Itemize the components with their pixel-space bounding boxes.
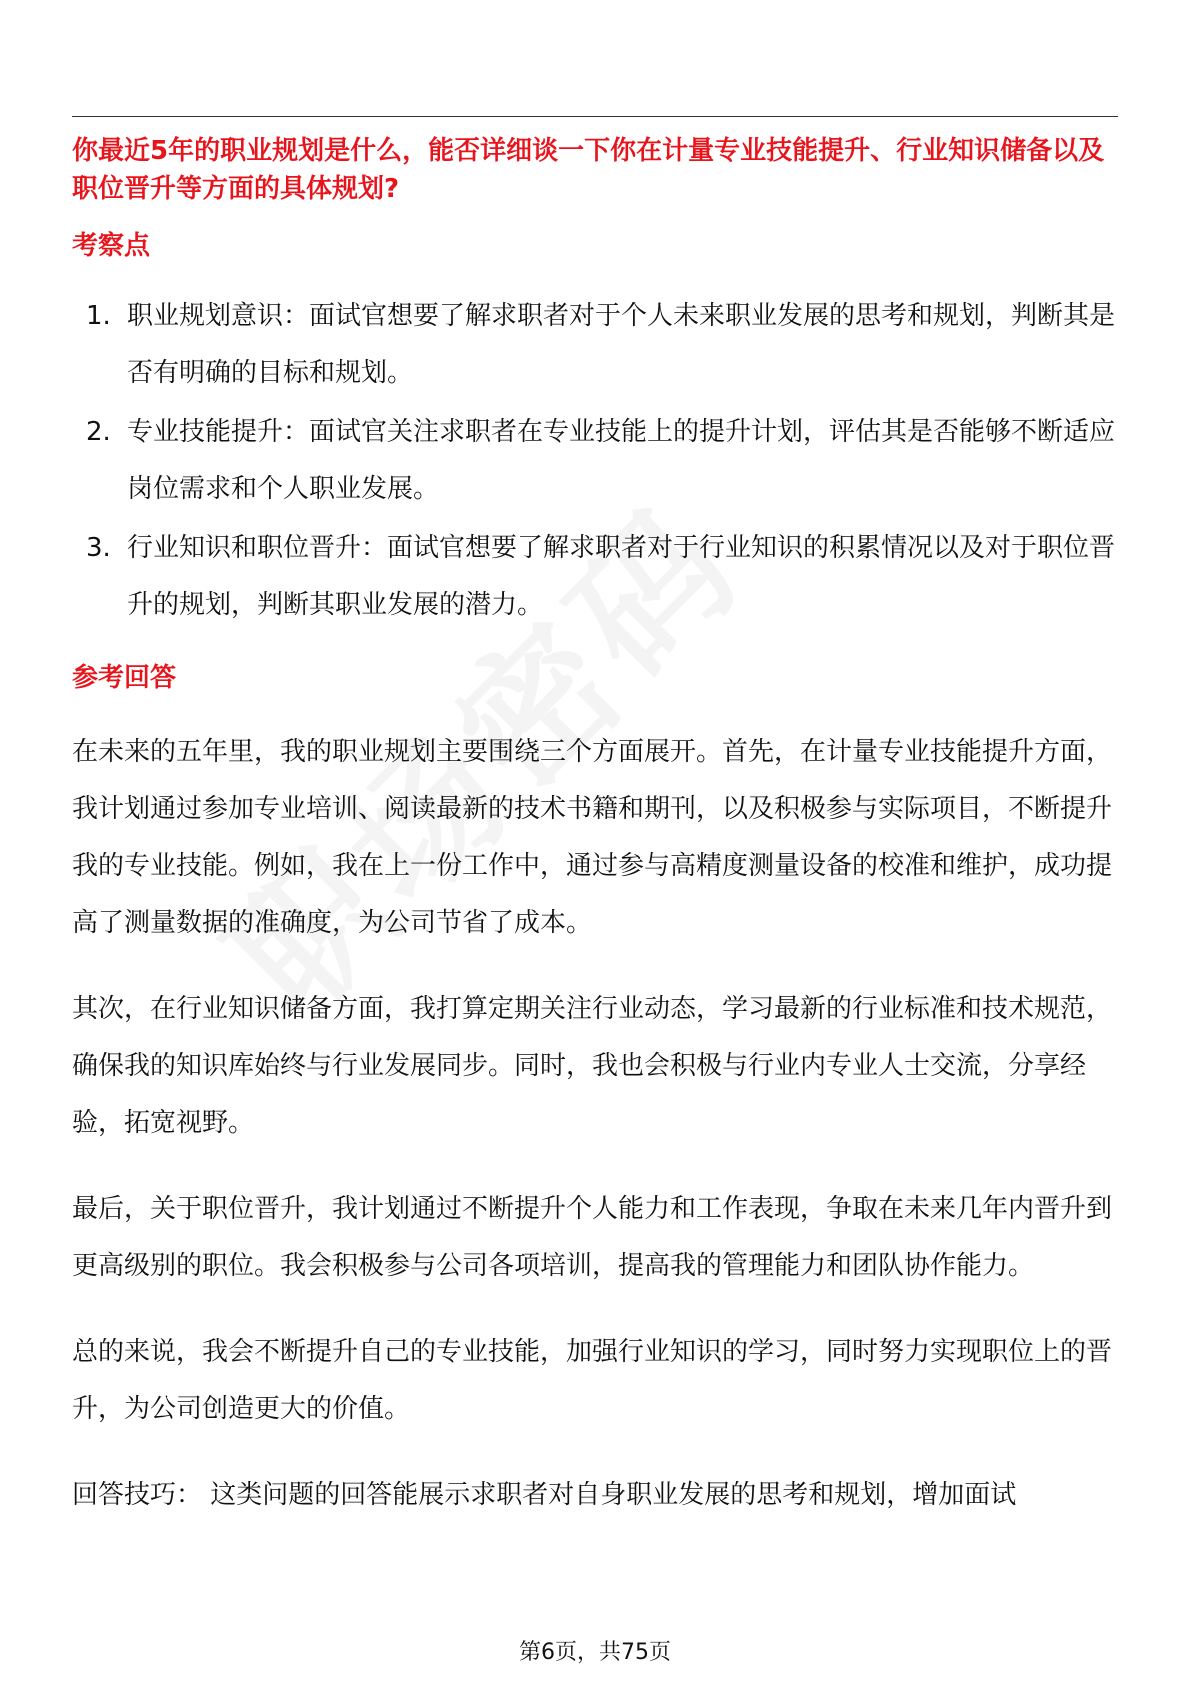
- answer-paragraph: 最后，关于职位晋升，我计划通过不断提升个人能力和工作表现，争取在未来几年内晋升到更高级别的职位。我会积极参与公司各项培训，提高我的管理能力和团队协作能力。: [72, 1194, 1113, 1281]
- question-title: 你最近5年的职业规划是什么，能否详细谈一下你在计量专业技能提升、行业知识储备以及职位晋升等方面的具体规划?: [72, 136, 1105, 204]
- answer-tip-paragraph: 回答技巧： 这类问题的回答能展示求职者对自身职业发展的思考和规划，增加面试: [72, 1480, 1017, 1510]
- points-list: [72, 288, 1118, 634]
- point-number: 1.: [86, 301, 111, 331]
- point-text: 职业规划意识：面试官想要了解求职者对于个人未来职业发展的思考和规划，判断其是否有明确的目标和规划。: [127, 301, 1116, 388]
- page-content: [72, 132, 1118, 1524]
- point-item: [72, 288, 1118, 402]
- top-divider: [72, 116, 1118, 117]
- point-text: 专业技能提升：面试官关注求职者在专业技能上的提升计划，评估其是否能够不断适应岗位需求和个人职业发展。: [127, 417, 1116, 504]
- page-footer: 第6页，共75页: [519, 1640, 671, 1665]
- point-item: [72, 520, 1118, 634]
- answer-paragraph: 总的来说，我会不断提升自己的专业技能，加强行业知识的学习，同时努力实现职位上的晋升，为公司创造更大的价值。: [72, 1337, 1113, 1424]
- point-text: 行业知识和职位晋升：面试官想要了解求职者对于行业知识的积累情况以及对于职位晋升的规划，判断其职业发展的潜力。: [127, 533, 1116, 620]
- point-number: 2.: [86, 417, 111, 447]
- points-heading: 考察点: [72, 231, 151, 261]
- point-number: 3.: [86, 533, 111, 563]
- answer-heading: 参考回答: [72, 663, 177, 693]
- answer-paragraph: 其次，在行业知识储备方面，我打算定期关注行业动态，学习最新的行业标准和技术规范，确保我的知识库始终与行业发展同步。同时，我也会积极与行业内专业人士交流，分享经验，拓宽视野。: [72, 994, 1113, 1138]
- point-item: [72, 404, 1118, 518]
- answer-paragraph: 在未来的五年里，我的职业规划主要围绕三个方面展开。首先，在计量专业技能提升方面，我计划通过参加专业培训、阅读最新的技术书籍和期刊，以及积极参与实际项目，不断提升我的专业技能。例如，我在上一份工作中，通过参与高精度测量设备的校准和维护，成功提高了测量数据的准确度，为公司节省了成本。: [72, 737, 1113, 938]
